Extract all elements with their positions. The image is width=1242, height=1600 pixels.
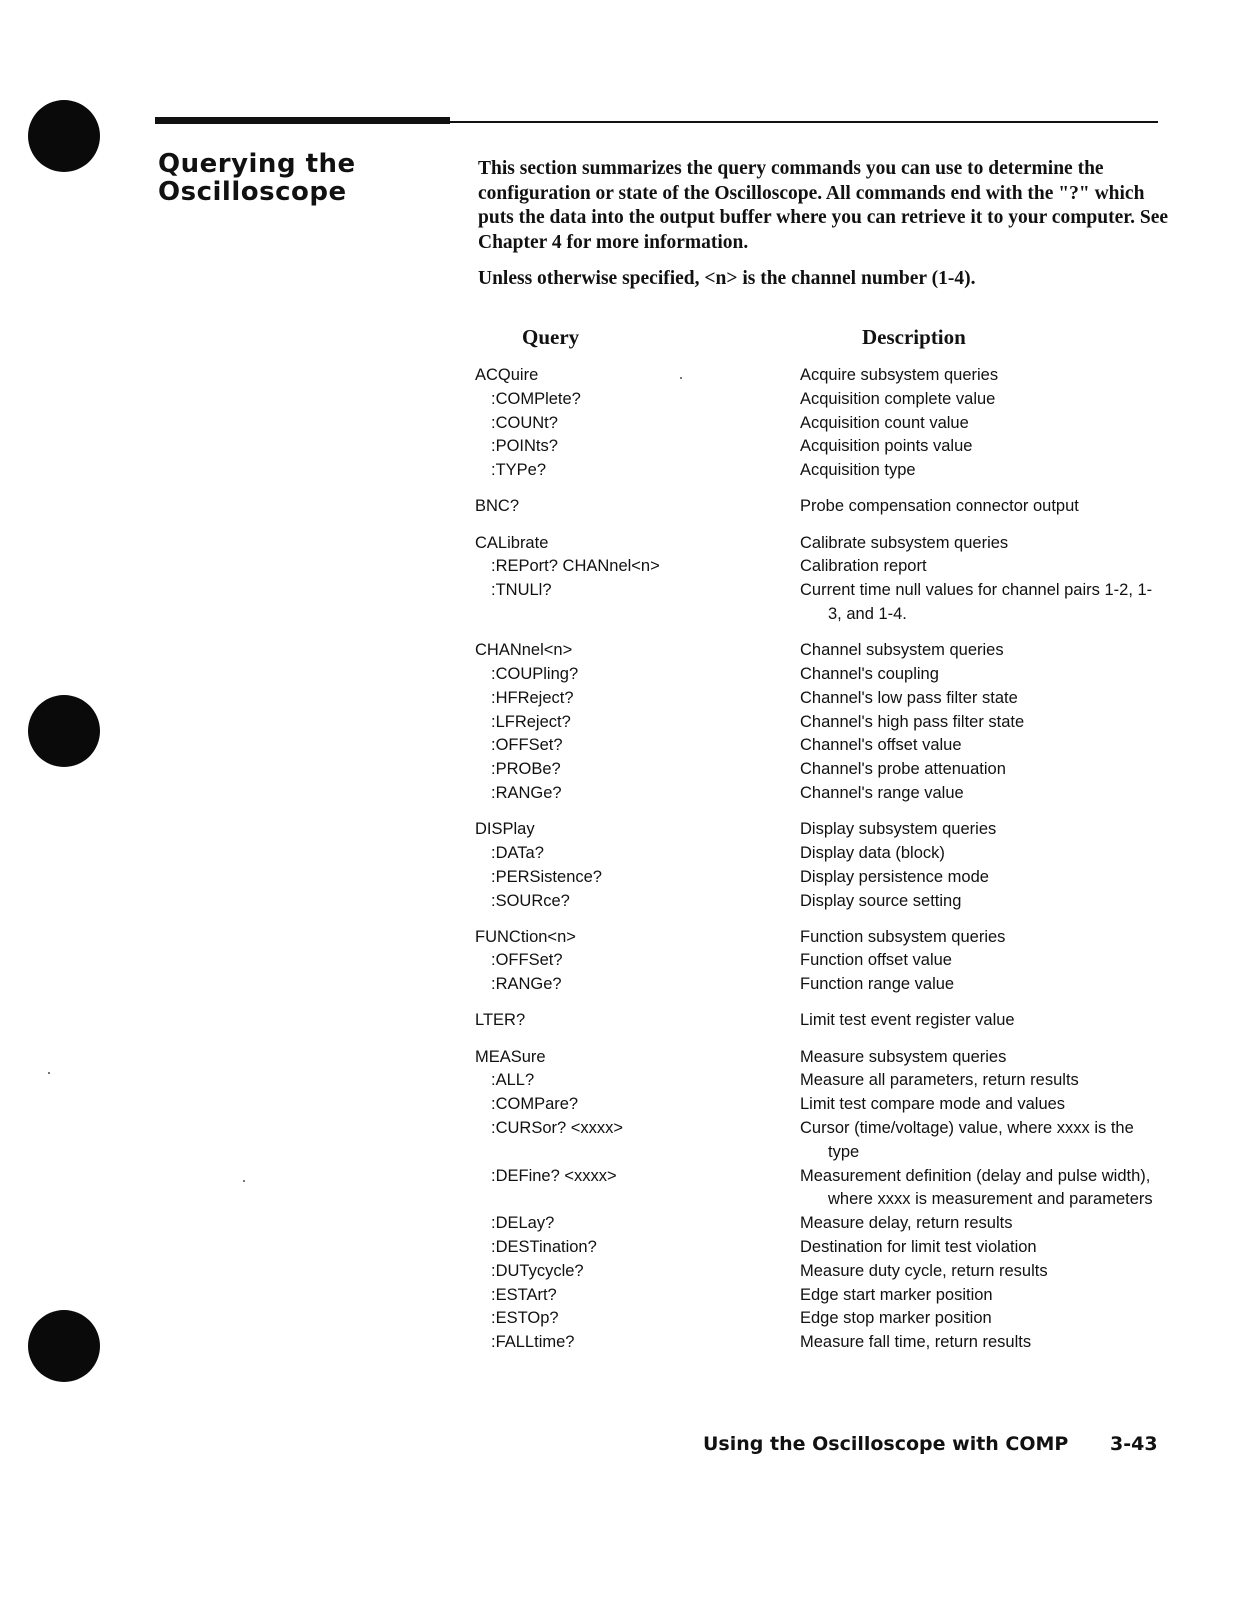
table-row [475, 734, 1165, 758]
table-row [475, 532, 1165, 556]
scan-speck [48, 1072, 50, 1074]
intro-text [478, 157, 1178, 304]
query-description: Measurement definition (delay and pulse width), where xxxx is measurement and parameters [800, 1166, 1153, 1209]
channel-note: Unless otherwise specified, <n> is the channel number (1-4). [478, 268, 976, 289]
query-command: :TYPe? [491, 461, 547, 480]
query-description: Probe compensation connector output [800, 497, 1079, 516]
table-row [475, 495, 1165, 519]
query-description: Edge start marker position [800, 1285, 993, 1304]
section-rule-thin [155, 121, 1158, 123]
query-command: :DEFine? <xxxx> [491, 1166, 617, 1185]
section-title-line2: Oscilloscope [158, 177, 347, 207]
query-description: Limit test compare mode and values [800, 1095, 1066, 1114]
query-description: Acquisition points value [800, 437, 973, 456]
table-row [475, 866, 1165, 890]
table-row [475, 1093, 1165, 1117]
query-description: Display source setting [800, 891, 962, 910]
scan-speck [243, 1180, 245, 1182]
query-description: Display persistence mode [800, 867, 989, 886]
table-row [475, 639, 1165, 663]
table-row [475, 412, 1165, 436]
query-command: :DUTycycle? [491, 1261, 584, 1280]
table-row [475, 890, 1165, 914]
section-title [158, 150, 458, 206]
table-row [475, 818, 1165, 842]
query-command: :FALLtime? [491, 1333, 575, 1352]
query-command: :DESTination? [491, 1238, 597, 1257]
query-description: Function subsystem queries [800, 927, 1006, 946]
table-row [475, 1009, 1165, 1033]
table-row [475, 1307, 1165, 1331]
query-description: Channel's probe attenuation [800, 760, 1006, 779]
page-number: 3-43 [1110, 1433, 1158, 1455]
section-title-line1: Querying the [158, 149, 356, 179]
intro-paragraph: This section summarizes the query commands you can use to determine the configuration or state of the Oscilloscope. All commands end with the "?" which puts the data into the output buffer where you can retrieve it to your computer. See Chapter 4 for more information. [478, 158, 1169, 253]
query-group [475, 639, 1165, 806]
table-row [475, 1260, 1165, 1284]
query-description: Current time null values for channel pairs 1-2, 1-3, and 1-4. [800, 581, 1153, 623]
query-command: :COUPling? [491, 664, 579, 683]
query-command: BNC? [475, 497, 520, 516]
query-command: :POINts? [491, 437, 558, 456]
query-group [475, 818, 1165, 913]
query-command: :COUNt? [491, 413, 558, 432]
table-row [475, 1117, 1165, 1165]
query-command: :DATa? [491, 843, 544, 862]
query-description: Measure subsystem queries [800, 1047, 1007, 1066]
table-row [475, 1331, 1165, 1355]
query-description: Function range value [800, 975, 955, 994]
query-description: Acquisition type [800, 461, 916, 480]
query-description: Acquisition count value [800, 413, 969, 432]
query-description: Acquisition complete value [800, 389, 996, 408]
query-command: :ESTOp? [491, 1309, 559, 1328]
query-command: CALibrate [475, 533, 549, 552]
query-description: Channel subsystem queries [800, 641, 1004, 660]
query-command: :OFFSet? [491, 736, 563, 755]
query-command: :RANGe? [491, 783, 562, 802]
query-description: Destination for limit test violation [800, 1238, 1037, 1257]
query-group [475, 532, 1165, 627]
query-command: :REPort? CHANnel<n> [491, 557, 660, 576]
query-description: Channel's offset value [800, 736, 962, 755]
query-command: MEASure [475, 1047, 546, 1066]
table-row [475, 687, 1165, 711]
table-row [475, 1284, 1165, 1308]
query-description: Display data (block) [800, 843, 945, 862]
query-description: Acquire subsystem queries [800, 366, 999, 384]
table-row [475, 364, 1165, 388]
table-row [475, 459, 1165, 483]
table-row [475, 388, 1165, 412]
query-command: FUNCtion<n> [475, 927, 576, 946]
query-command: DISPlay [475, 820, 535, 839]
query-command: :PERSistence? [491, 867, 602, 886]
query-command: CHANnel<n> [475, 641, 573, 660]
table-row [475, 1046, 1165, 1070]
query-description: Measure duty cycle, return results [800, 1261, 1048, 1280]
query-command: ACQuire [475, 366, 539, 384]
binder-hole-bottom [28, 1310, 100, 1382]
query-group [475, 1009, 1165, 1033]
table-row [475, 579, 1165, 627]
query-command: :HFReject? [491, 688, 574, 707]
table-row [475, 926, 1165, 950]
column-header-description: Description [862, 325, 966, 349]
query-command: :SOURce? [491, 891, 570, 910]
query-command: :ESTArt? [491, 1285, 557, 1304]
query-description: Measure delay, return results [800, 1214, 1013, 1233]
query-description: Calibration report [800, 557, 927, 576]
table-row [475, 973, 1165, 997]
query-command: :PROBe? [491, 760, 561, 779]
query-command: :TNULl? [491, 581, 552, 600]
table-row [475, 663, 1165, 687]
query-command: :DELay? [491, 1214, 555, 1233]
query-description: Limit test event register value [800, 1011, 1015, 1030]
query-command: :LFReject? [491, 712, 571, 731]
table-row [475, 1212, 1165, 1236]
table-row [475, 782, 1165, 806]
query-description: Channel's coupling [800, 664, 939, 683]
scan-speck [680, 377, 682, 379]
query-command: :ALL? [491, 1071, 535, 1090]
table-row [475, 758, 1165, 782]
table-row [475, 1069, 1165, 1093]
query-command: :COMPlete? [491, 389, 581, 408]
query-description: Calibrate subsystem queries [800, 533, 1009, 552]
query-table [475, 364, 1165, 1367]
table-row [475, 711, 1165, 735]
query-description: Channel's high pass filter state [800, 712, 1025, 731]
query-description: Cursor (time/voltage) value, where xxxx is the type [800, 1119, 1134, 1161]
query-description: Edge stop marker position [800, 1309, 992, 1328]
table-row [475, 1236, 1165, 1260]
binder-hole-middle [28, 695, 100, 767]
query-description: Function offset value [800, 951, 952, 970]
table-row [475, 555, 1165, 579]
query-description: Channel's low pass filter state [800, 688, 1018, 707]
footer-chapter-title: Using the Oscilloscope with COMP [703, 1433, 1069, 1455]
column-header-query: Query [522, 325, 580, 349]
query-group [475, 926, 1165, 997]
query-description: Channel's range value [800, 783, 964, 802]
query-command: :OFFSet? [491, 951, 563, 970]
query-command: LTER? [475, 1011, 526, 1030]
query-description: Display subsystem queries [800, 820, 997, 839]
table-row [475, 949, 1165, 973]
query-command: :CURSor? <xxxx> [491, 1119, 624, 1138]
query-description: Measure fall time, return results [800, 1333, 1032, 1352]
query-group [475, 1046, 1165, 1355]
query-description: Measure all parameters, return results [800, 1071, 1079, 1090]
binder-hole-top [28, 100, 100, 172]
query-group [475, 364, 1165, 483]
query-command: :RANGe? [491, 975, 562, 994]
query-command: :COMPare? [491, 1095, 579, 1114]
table-row [475, 1165, 1165, 1213]
query-group [475, 495, 1165, 519]
table-row [475, 842, 1165, 866]
table-row [475, 435, 1165, 459]
